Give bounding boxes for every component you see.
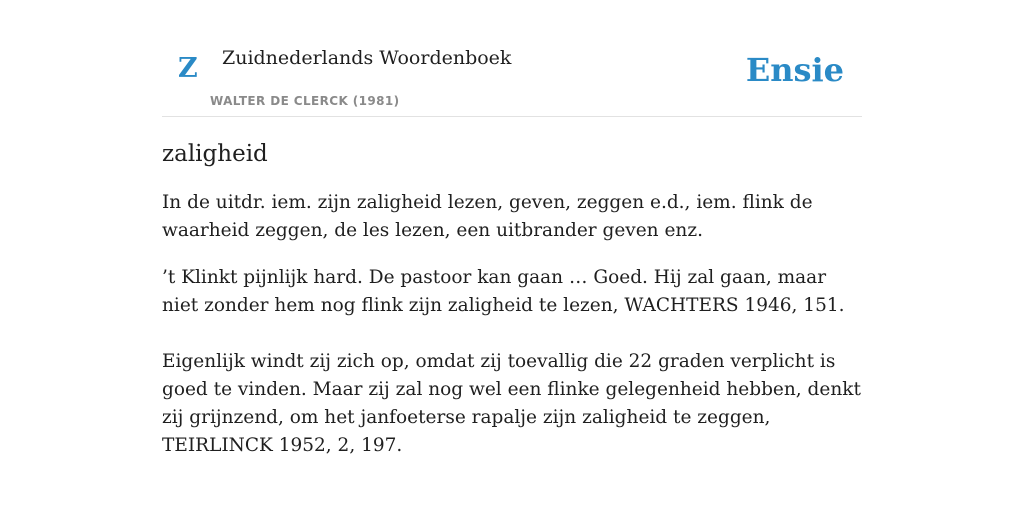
ensie-logo[interactable]: Ensie <box>745 51 844 89</box>
dictionary-title[interactable]: Zuidnederlands Woordenboek <box>222 47 512 69</box>
entry-content <box>162 137 862 488</box>
quote-1: ’t Klinkt pijnlijk hard. De pastoor kan gaan … Goed. Hij zal gaan, maar niet zonder hem nog flink zijn zaligheid te lezen, WACHTERS 1946, 151. <box>162 267 845 316</box>
dictionary-author: WALTER DE CLERCK (1981) <box>210 94 400 108</box>
quote-2: Eigenlijk windt zij zich op, omdat zij toevallig die 22 graden verplicht is goed te vinden. Maar zij zal nog wel een flinke gelegenheid hebben, denkt zij grijnzend, om het janfoeterse rapalje zijn zaligheid te zeggen, TEIRLINCK 1952, 2, 197. <box>162 351 861 456</box>
header <box>162 0 862 117</box>
dictionary-logo[interactable]: Z <box>178 53 198 84</box>
definition: In de uitdr. iem. zijn zaligheid lezen, geven, zeggen e.d., iem. flink de waarheid zeggen, de les lezen, een uitbrander geven enz. <box>162 192 813 241</box>
headword: zaligheid <box>162 141 268 167</box>
